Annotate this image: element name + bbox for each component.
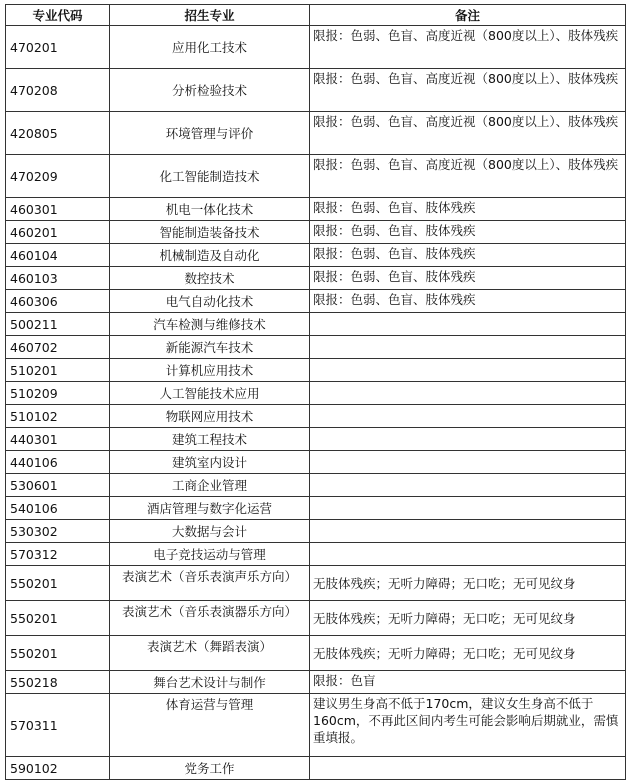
- major-note: 无肢体残疾；无听力障碍；无口吃；无可见纹身: [310, 601, 626, 636]
- major-note: 限报：色弱、色盲、肢体残疾: [310, 221, 626, 244]
- major-name: 表演艺术（舞蹈表演）: [110, 636, 310, 671]
- major-name: 分析检验技术: [110, 69, 310, 112]
- major-note: 限报：色弱、色盲、肢体残疾: [310, 198, 626, 221]
- header-notes: 备注: [310, 5, 626, 26]
- table-row: [6, 313, 626, 336]
- table-row: [6, 26, 626, 69]
- major-note: [310, 382, 626, 405]
- table-row: [6, 359, 626, 382]
- table-row: [6, 290, 626, 313]
- major-code: 530302: [6, 520, 110, 543]
- major-name: 舞台艺术设计与制作: [110, 671, 310, 694]
- major-note: 限报：色弱、色盲、肢体残疾: [310, 244, 626, 267]
- major-name: 数控技术: [110, 267, 310, 290]
- table-row: [6, 543, 626, 566]
- major-note: [310, 359, 626, 382]
- major-code: 510209: [6, 382, 110, 405]
- major-code: 500211: [6, 313, 110, 336]
- table-row: [6, 671, 626, 694]
- major-note: 建议男生身高不低于170cm，建议女生身高不低于160cm，不再此区间内考生可能会影响后期就业，需慎重填报。: [310, 694, 626, 757]
- major-name: 新能源汽车技术: [110, 336, 310, 359]
- major-note: 限报：色弱、色盲、高度近视（800度以上）、肢体残疾: [310, 69, 626, 112]
- major-name: 化工智能制造技术: [110, 155, 310, 198]
- major-note: [310, 405, 626, 428]
- major-note: [310, 543, 626, 566]
- major-name: 大数据与会计: [110, 520, 310, 543]
- major-note: [310, 520, 626, 543]
- table-row: [6, 451, 626, 474]
- table-row: [6, 474, 626, 497]
- major-name: 体育运营与管理: [110, 694, 310, 757]
- major-name: 物联网应用技术: [110, 405, 310, 428]
- major-note: 限报：色弱、色盲、高度近视（800度以上）、肢体残疾: [310, 112, 626, 155]
- header-major-code: 专业代码: [6, 5, 110, 26]
- major-code: 510102: [6, 405, 110, 428]
- major-code: 550218: [6, 671, 110, 694]
- major-code: 550201: [6, 601, 110, 636]
- major-code: 460103: [6, 267, 110, 290]
- major-note: 无肢体残疾；无听力障碍；无口吃；无可见纹身: [310, 566, 626, 601]
- table-row: [6, 155, 626, 198]
- table-row: [6, 428, 626, 451]
- major-note: 限报：色弱、色盲、高度近视（800度以上）、肢体残疾: [310, 26, 626, 69]
- major-name: 表演艺术（音乐表演器乐方向）: [110, 601, 310, 636]
- major-note: [310, 474, 626, 497]
- major-code: 420805: [6, 112, 110, 155]
- major-name: 酒店管理与数字化运营: [110, 497, 310, 520]
- major-code: 440106: [6, 451, 110, 474]
- major-code: 570311: [6, 694, 110, 757]
- major-code: 460104: [6, 244, 110, 267]
- major-code: 590102: [6, 757, 110, 780]
- major-note: [310, 497, 626, 520]
- table-row: [6, 566, 626, 601]
- table-row: [6, 497, 626, 520]
- header-major-name: 招生专业: [110, 5, 310, 26]
- major-name: 电气自动化技术: [110, 290, 310, 313]
- major-name: 工商企业管理: [110, 474, 310, 497]
- table-row: [6, 694, 626, 757]
- major-name: 机械制造及自动化: [110, 244, 310, 267]
- major-note: [310, 757, 626, 780]
- table-row: [6, 520, 626, 543]
- major-note: 限报：色弱、色盲、肢体残疾: [310, 267, 626, 290]
- table-row: [6, 636, 626, 671]
- table-row: [6, 336, 626, 359]
- major-name: 智能制造装备技术: [110, 221, 310, 244]
- major-code: 460201: [6, 221, 110, 244]
- major-note: [310, 428, 626, 451]
- table-row: [6, 382, 626, 405]
- major-name: 应用化工技术: [110, 26, 310, 69]
- major-note: 限报：色盲: [310, 671, 626, 694]
- major-name: 计算机应用技术: [110, 359, 310, 382]
- major-note: 限报：色弱、色盲、肢体残疾: [310, 290, 626, 313]
- table-row: [6, 601, 626, 636]
- major-note: 无肢体残疾；无听力障碍；无口吃；无可见纹身: [310, 636, 626, 671]
- table-row: [6, 757, 626, 780]
- major-note: [310, 336, 626, 359]
- table-row: [6, 221, 626, 244]
- table-row: [6, 405, 626, 428]
- major-code: 460301: [6, 198, 110, 221]
- table-header-row: [6, 5, 626, 26]
- major-code: 470208: [6, 69, 110, 112]
- major-code: 530601: [6, 474, 110, 497]
- major-name: 建筑室内设计: [110, 451, 310, 474]
- table-row: [6, 69, 626, 112]
- major-code: 550201: [6, 566, 110, 601]
- table-row: [6, 267, 626, 290]
- major-note: [310, 451, 626, 474]
- table-row: [6, 112, 626, 155]
- major-name: 人工智能技术应用: [110, 382, 310, 405]
- major-code: 570312: [6, 543, 110, 566]
- admission-restrictions-table: [5, 4, 626, 780]
- major-name: 环境管理与评价: [110, 112, 310, 155]
- major-name: 党务工作: [110, 757, 310, 780]
- major-code: 540106: [6, 497, 110, 520]
- table-row: [6, 198, 626, 221]
- major-name: 表演艺术（音乐表演声乐方向）: [110, 566, 310, 601]
- major-name: 机电一体化技术: [110, 198, 310, 221]
- major-code: 440301: [6, 428, 110, 451]
- table-row: [6, 244, 626, 267]
- major-code: 460306: [6, 290, 110, 313]
- major-code: 460702: [6, 336, 110, 359]
- major-note: 限报：色弱、色盲、高度近视（800度以上）、肢体残疾: [310, 155, 626, 198]
- major-name: 建筑工程技术: [110, 428, 310, 451]
- major-name: 汽车检测与维修技术: [110, 313, 310, 336]
- major-code: 510201: [6, 359, 110, 382]
- major-note: [310, 313, 626, 336]
- major-code: 470201: [6, 26, 110, 69]
- major-name: 电子竞技运动与管理: [110, 543, 310, 566]
- major-code: 470209: [6, 155, 110, 198]
- major-code: 550201: [6, 636, 110, 671]
